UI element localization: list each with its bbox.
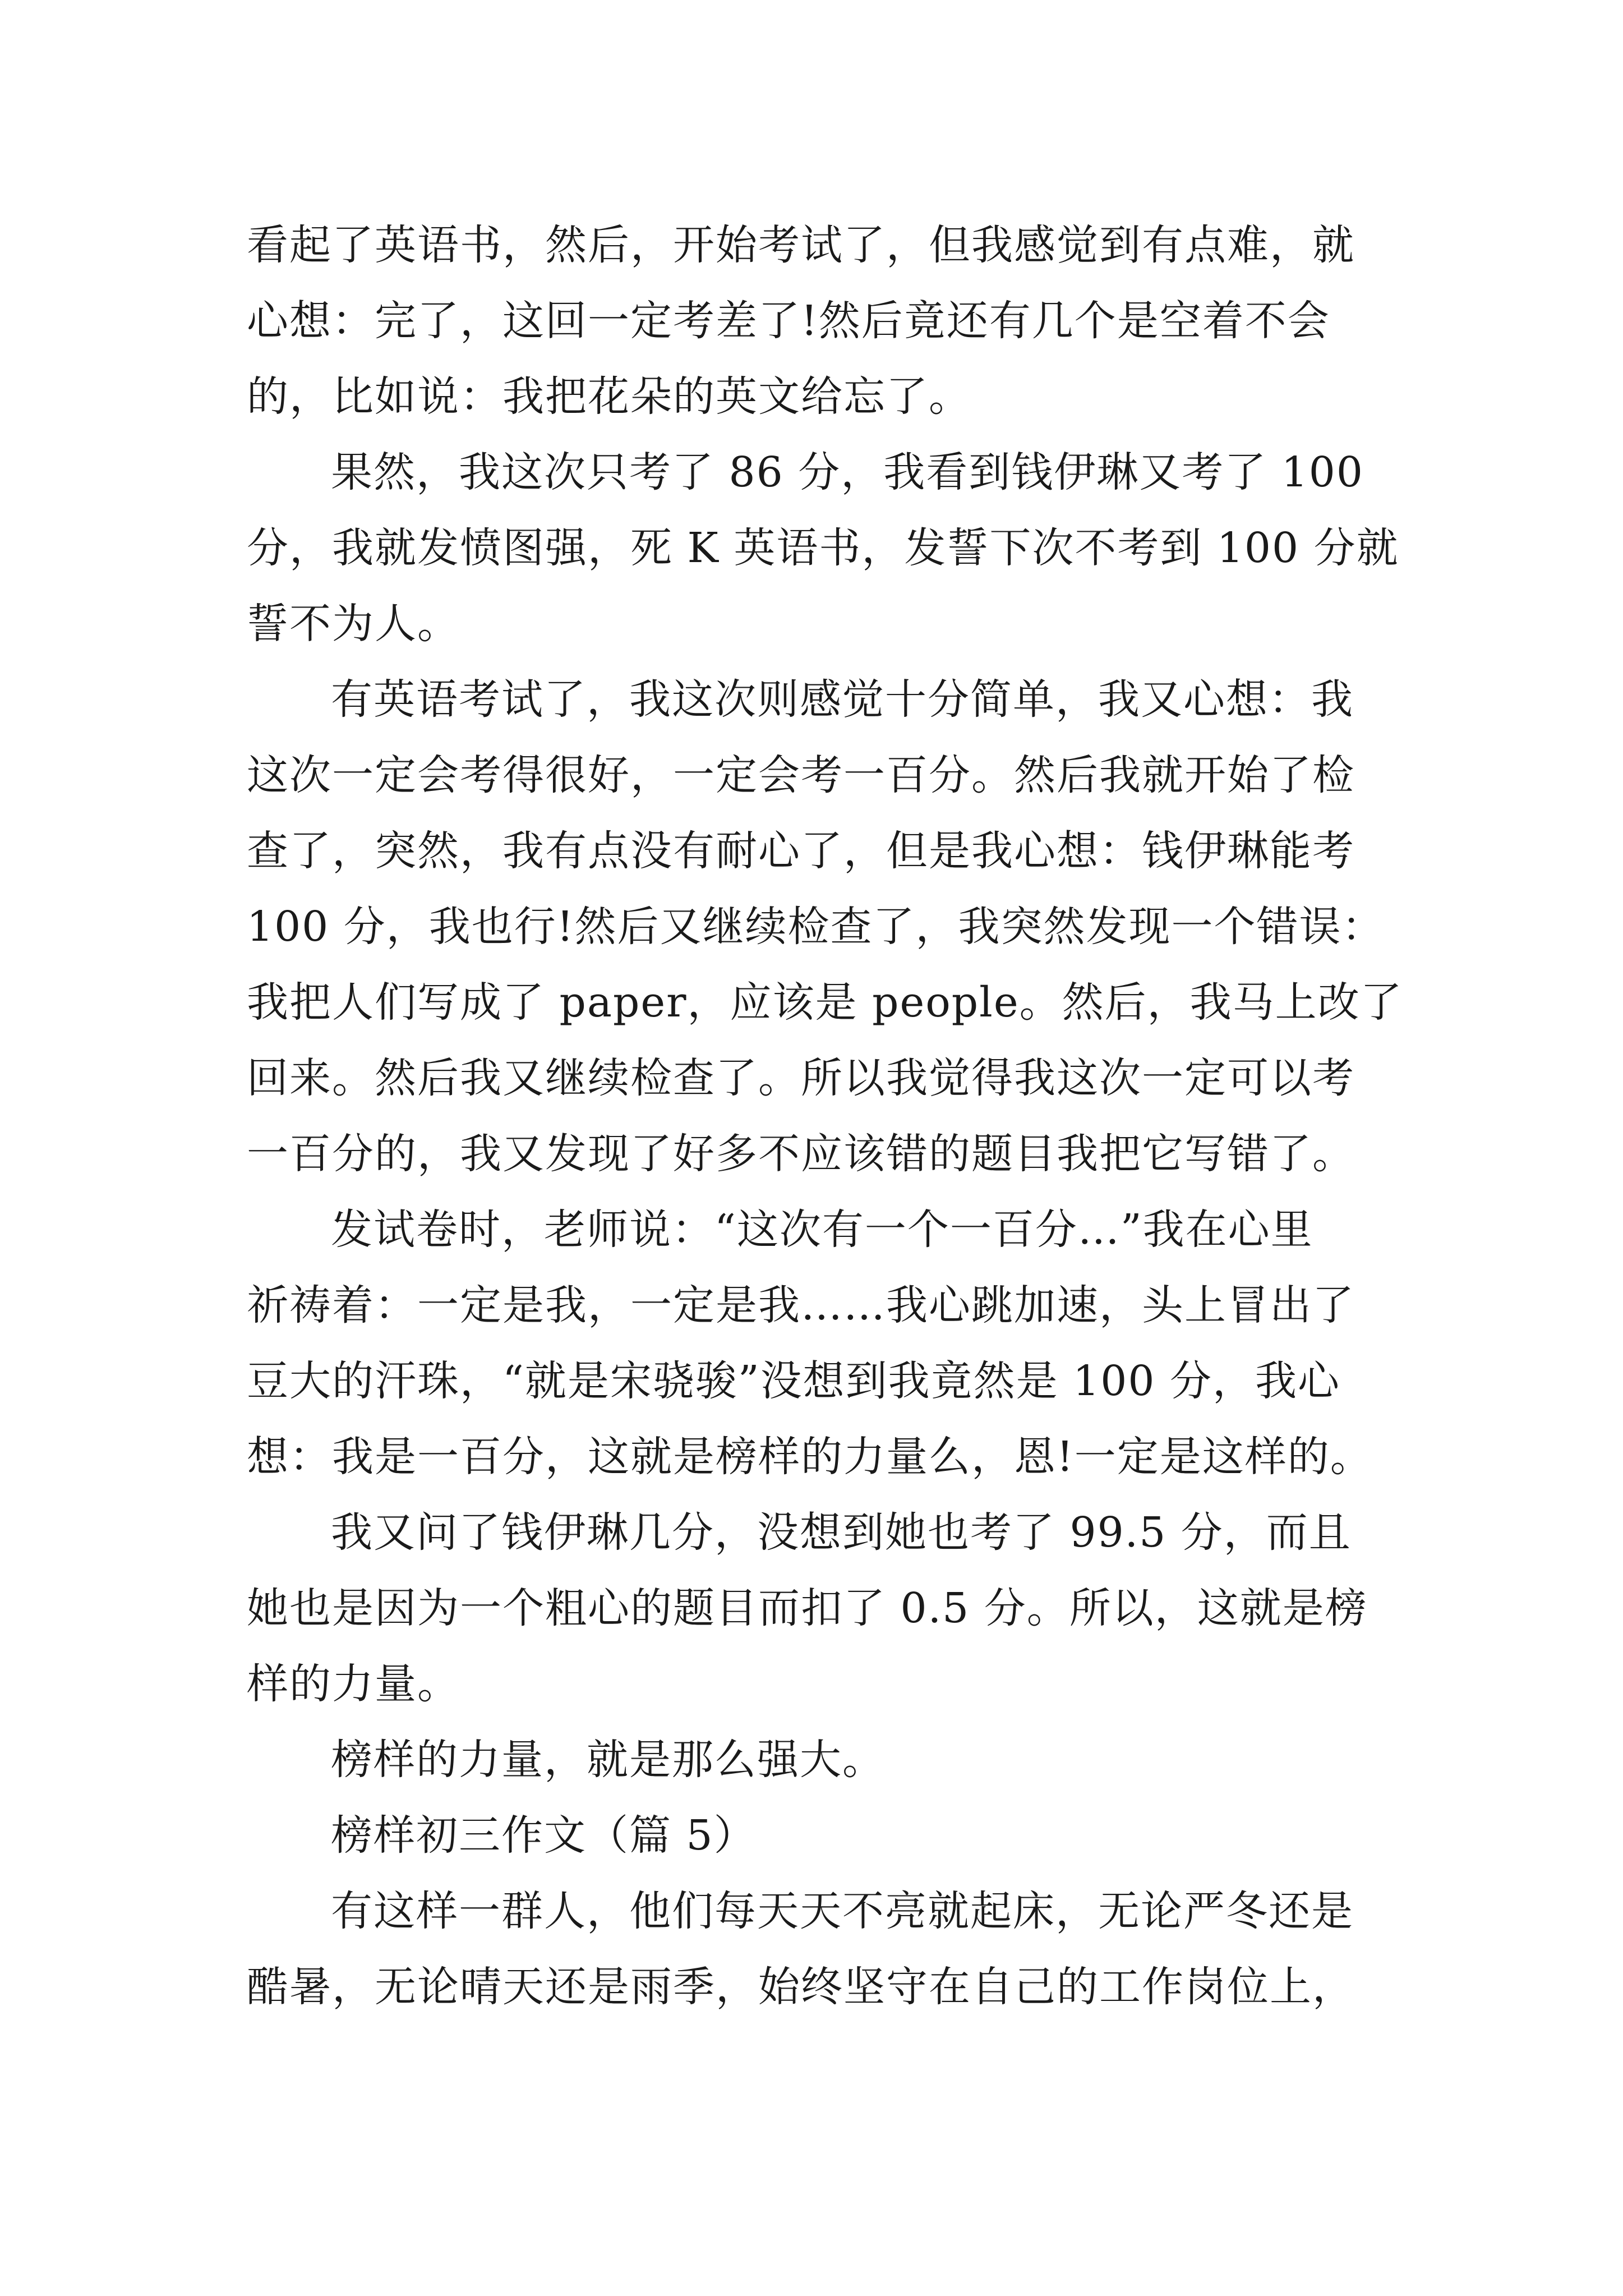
- text-line: 一百分的，我又发现了好多不应该错的题目我把它写错了。: [247, 1130, 1355, 1178]
- text-line: 回来。然后我又继续检查了。所以我觉得我这次一定可以考: [247, 1054, 1355, 1102]
- text-line: 查了，突然，我有点没有耐心了，但是我心想：钱伊琳能考: [247, 827, 1355, 875]
- text-line: 想：我是一百分，这就是榜样的力量么，恩!一定是这样的。: [247, 1433, 1373, 1481]
- text-line: 发试卷时，老师说：“这次有一个一百分…”我在心里: [331, 1205, 1313, 1254]
- text-line: 果然，我这次只考了 86 分，我看到钱伊琳又考了 100: [331, 448, 1364, 496]
- text-line: 酷暑，无论晴天还是雨季，始终坚守在自己的工作岗位上，: [247, 1963, 1355, 2011]
- essay-body: [247, 208, 1403, 2025]
- text-line: 这次一定会考得很好，一定会考一百分。然后我就开始了检: [247, 751, 1355, 799]
- text-line: 誓不为人。: [247, 600, 460, 648]
- text-line: 榜样的力量，就是那么强大。: [331, 1736, 885, 1784]
- text-line: 有英语考试了，我这次则感觉十分简单，我又心想：我: [331, 675, 1354, 724]
- text-line: 看起了英语书，然后，开始考试了，但我感觉到有点难，就: [247, 221, 1355, 269]
- text-line: 我把人们写成了 paper，应该是 people。然后，我马上改了: [247, 978, 1403, 1027]
- text-line: 心想：完了，这回一定考差了!然后竟还有几个是空着不会: [247, 297, 1330, 345]
- text-line: 她也是因为一个粗心的题目而扣了 0.5 分。所以，这就是榜: [247, 1584, 1368, 1632]
- text-line: 豆大的汗珠，“就是宋骁骏”没想到我竟然是 100 分，我心: [247, 1357, 1340, 1405]
- text-line: 分，我就发愤图强，死 K 英语书，发誓下次不考到 100 分就: [247, 524, 1399, 572]
- section-heading: 榜样初三作文（篇 5）: [331, 1811, 757, 1860]
- text-line: 的，比如说：我把花朵的英文给忘了。: [247, 372, 971, 421]
- text-line: 样的力量。: [247, 1660, 460, 1708]
- text-line: 祈祷着：一定是我，一定是我……我心跳加速，头上冒出了: [247, 1281, 1355, 1329]
- text-line: 有这样一群人，他们每天天不亮就起床，无论严冬还是: [331, 1887, 1354, 1935]
- text-line: 100 分，我也行!然后又继续检查了，我突然发现一个错误：: [247, 903, 1385, 951]
- text-line: 我又问了钱伊琳几分，没想到她也考了 99.5 分，而且: [331, 1508, 1352, 1557]
